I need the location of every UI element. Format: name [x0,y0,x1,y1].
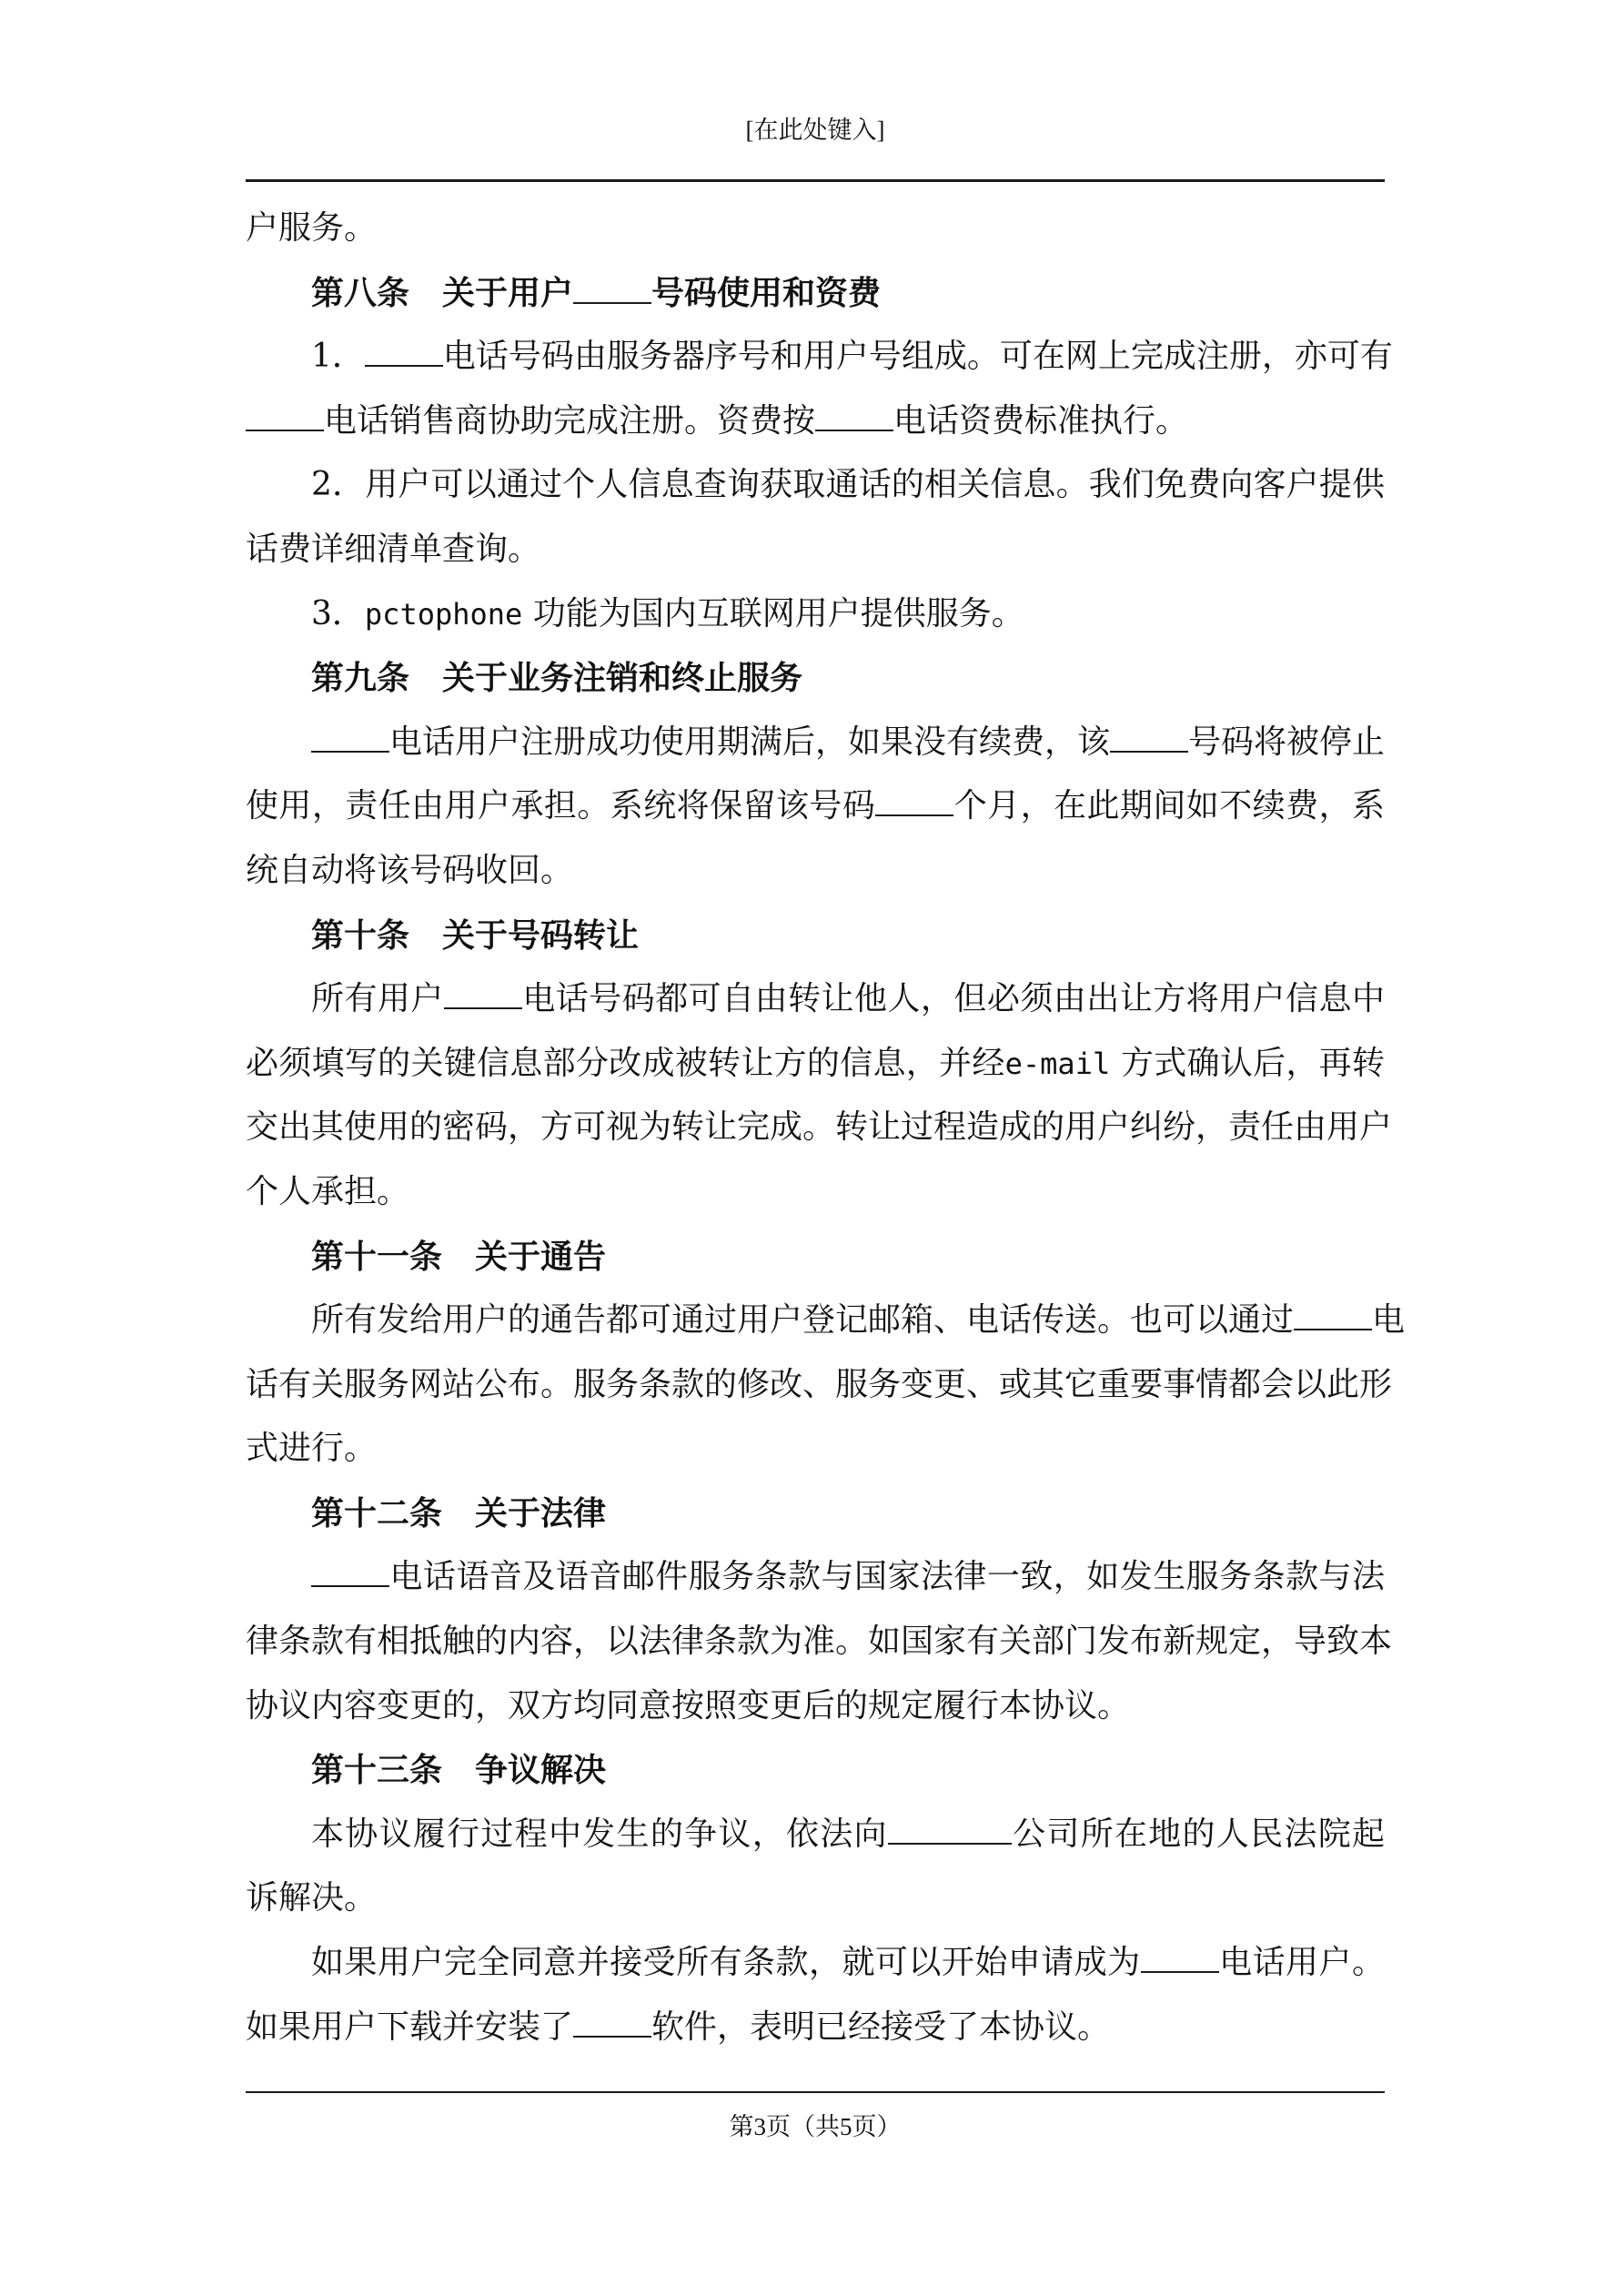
blank-field [1294,1294,1372,1330]
paragraph-line: 2．用户可以通过个人信息查询获取通话的相关信息。我们免费向客户提供 [311,466,1385,504]
paragraph-line: 所有用户 电话号码都可自由转让他人，但必须由出让方将用户信息中 [246,967,1385,1032]
blank-field [875,780,953,816]
paragraph-line: 本协议履行过程中发生的争议，依法向 公司所在地的人民法院起 [246,1803,1385,1867]
paragraph-line: 3．pctophone 功能为国内互联网用户提供服务。 [311,594,1024,632]
blank-field [311,716,389,753]
blank-field [888,1808,1012,1845]
article-10-heading: 第十条 关于号码转让 [311,915,640,955]
paragraph-line: 如果用户完全同意并接受所有条款，就可以开始申请成为 电话用户。 [246,1931,1385,1996]
blank-field [246,395,324,431]
paragraph-line: 电话销售商协助完成注册。资费按 电话资费标准执行。 [246,389,1385,454]
blank-field [1141,1937,1219,1973]
article-13-heading: 第十三条 争议解决 [311,1751,607,1790]
paragraph-line: 户服务。 [246,209,378,247]
blank-field [311,1551,389,1587]
paragraph-line: 式进行。 [246,1430,378,1468]
page-header: [在此处键入] [745,116,885,144]
article-8-heading: 第八条 关于用户 号码使用和资费 [246,261,1385,326]
paragraph-line: 所有发给用户的通告都可通过用户登记邮箱、电话传送。也可以通过 电 [246,1289,1385,1353]
blank-field [365,330,443,367]
paragraph-line: 统自动将该号码收回。 [246,851,574,889]
paragraph-line: 使用，责任由用户承担。系统将保留该号码 个月，在此期间如不续费，系 [246,774,1385,839]
blank-field [444,973,522,1009]
paragraph-line: 如果用户下载并安装了 软件，表明已经接受了本协议。 [246,1996,1385,2060]
blank-field [815,395,893,431]
blank-field [1110,716,1188,753]
paragraph-line: 交出其使用的密码，方可视为转让完成。转让过程造成的用户纠纷，责任由用户 [246,1108,1393,1147]
article-11-heading: 第十一条 关于通告 [311,1237,607,1276]
paragraph-line: 电话用户注册成功使用期满后，如果没有续费，该 号码将被停止 [246,711,1385,775]
page-number: 第3页（共5页） [729,2113,902,2140]
paragraph-line: 诉解决。 [246,1879,378,1917]
document-body [246,197,1406,2059]
paragraph-line: 电话语音及语音邮件服务条款与国家法律一致，如发生服务条款与法 [246,1545,1385,1610]
blank-field [573,268,651,304]
paragraph-line: 律条款有相抵触的内容，以法律条款为准。如国家有关部门发布新规定，导致本 [246,1623,1393,1661]
article-12-heading: 第十二条 关于法律 [311,1493,607,1532]
paragraph-line: 话费详细清单查询。 [246,530,541,568]
paragraph-line: 话有关服务网站公布。服务条款的修改、服务变更、或其它重要事情都会以此形 [246,1365,1393,1403]
paragraph-line: 协议内容变更的，双方均同意按照变更后的规定履行本协议。 [246,1686,1131,1725]
paragraph-line: 1． 电话号码由服务器序号和用户号组成。可在网上完成注册，亦可有 [246,325,1385,389]
header-rule [246,179,1385,182]
blank-field [573,2001,651,2038]
paragraph-line: 个人承担。 [246,1172,410,1210]
paragraph-line: 必须填写的关键信息部分改成被转让方的信息，并经e-mail 方式确认后，再转 [246,1044,1385,1082]
article-9-heading: 第九条 关于业务注销和终止服务 [311,659,803,698]
footer-rule [246,2091,1385,2093]
